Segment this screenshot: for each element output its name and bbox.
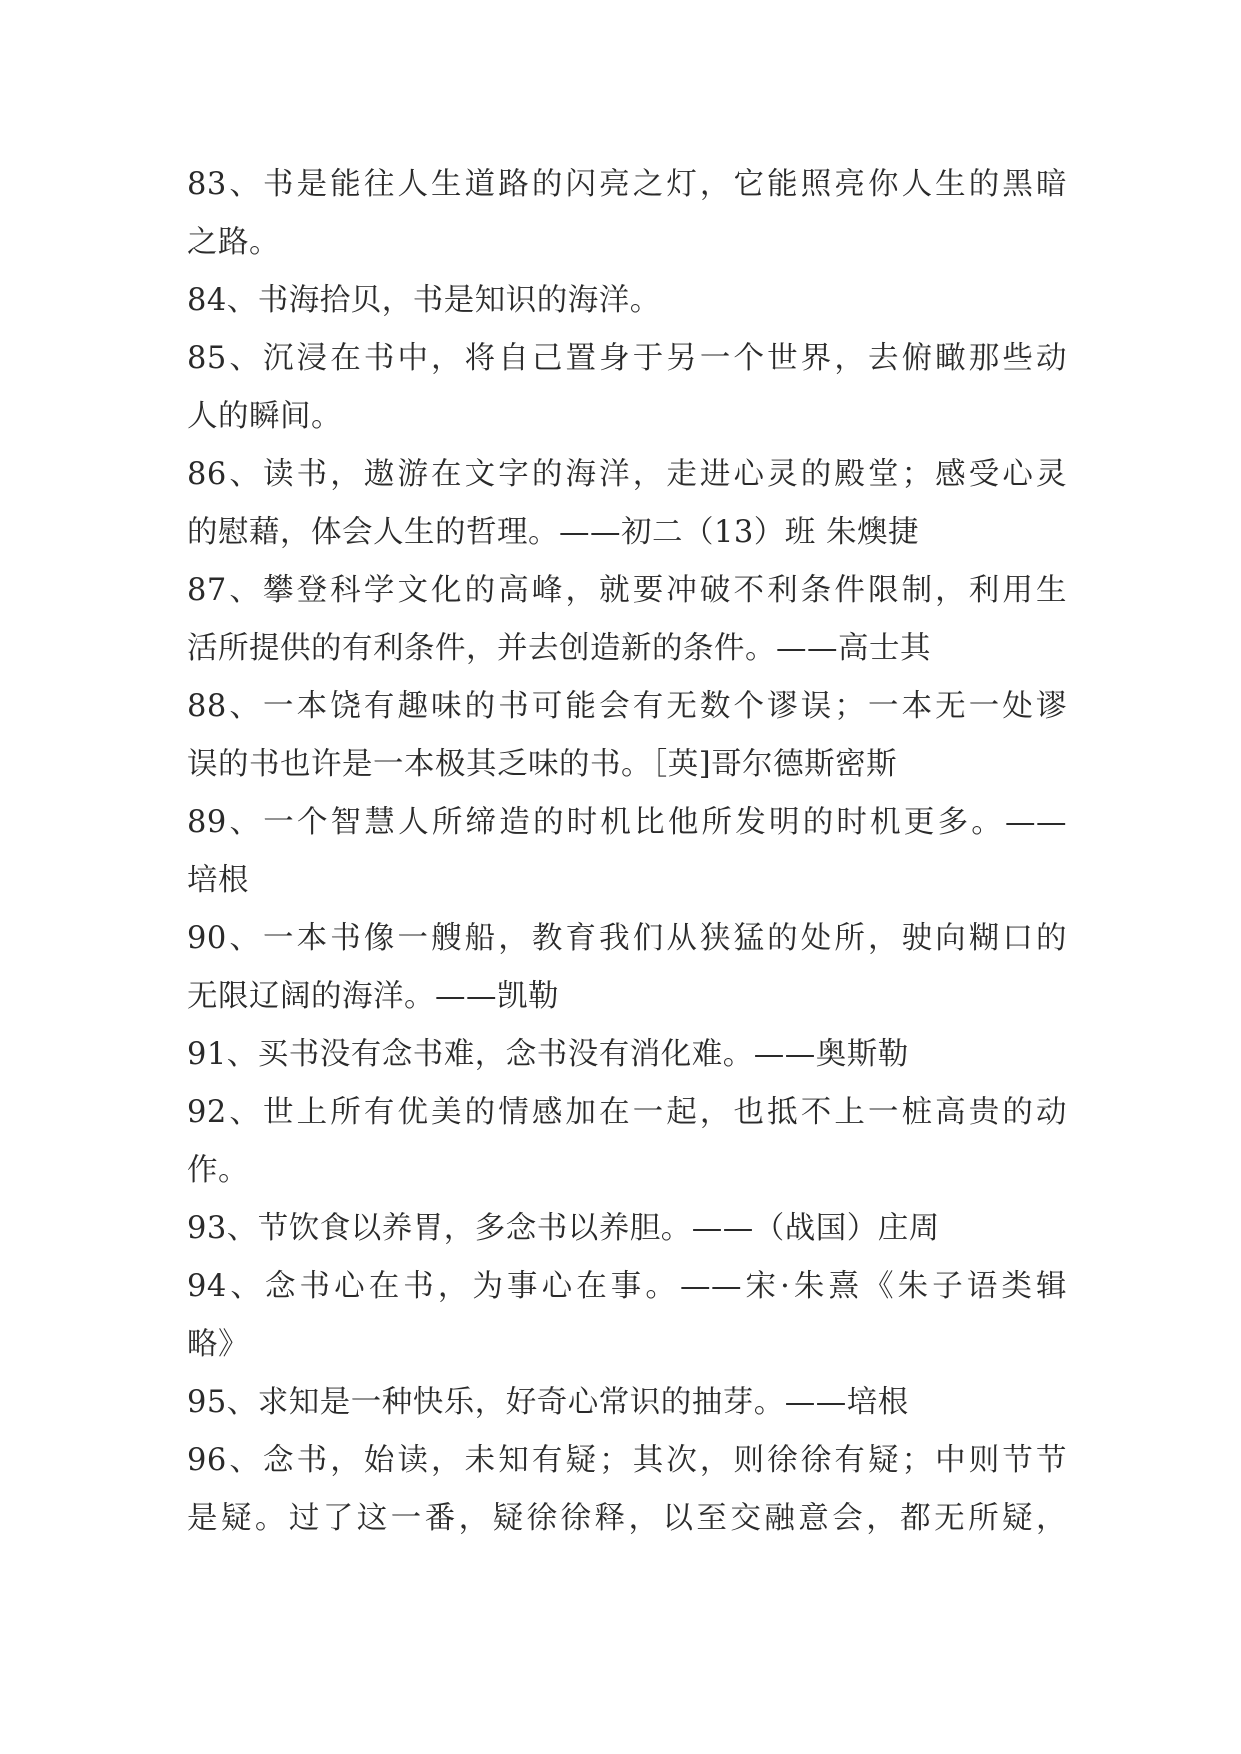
text-line-9: 活所提供的有利条件，并去创造新的条件。——高士其 [187,631,931,666]
text-line-5: 人的瞬间。 [187,399,342,434]
text-line-20: 94、念书心在书，为事心在事。——宋·朱熹《朱子语类辑 [187,1269,1067,1304]
text-line-21: 略》 [187,1327,249,1362]
quote-list [187,156,1067,1548]
text-line-4: 85、沉浸在书中，将自己置身于另一个世界，去俯瞰那些动 [187,341,1067,376]
text-line-19: 93、节饮食以养胃，多念书以养胆。——（战国）庄周 [187,1211,940,1246]
text-line-17: 92、世上所有优美的情感加在一起，也抵不上一桩高贵的动 [187,1095,1067,1130]
text-line-8: 87、攀登科学文化的高峰，就要冲破不利条件限制，利用生 [187,573,1067,608]
text-line-22: 95、求知是一种快乐，好奇心常识的抽芽。——培根 [187,1385,909,1420]
text-line-2: 之路。 [187,225,280,260]
text-line-3: 84、书海拾贝，书是知识的海洋。 [187,283,661,318]
text-line-24: 是疑。过了这一番，疑徐徐释，以至交融意会，都无所疑， [187,1501,1067,1536]
text-line-1: 83、书是能往人生道路的闪亮之灯，它能照亮你人生的黑暗 [187,167,1067,202]
text-line-18: 作。 [187,1153,249,1188]
text-line-7: 的慰藉，体会人生的哲理。——初二（13）班 朱燠捷 [187,515,920,550]
text-line-6: 86、读书，遨游在文字的海洋，走进心灵的殿堂；感受心灵 [187,457,1067,492]
text-line-13: 培根 [187,863,249,898]
text-line-14: 90、一本书像一艘船，教育我们从狭猛的处所，驶向糊口的 [187,921,1067,956]
text-line-23: 96、念书，始读，未知有疑；其次，则徐徐有疑；中则节节 [187,1443,1067,1478]
text-line-10: 88、一本饶有趣味的书可能会有无数个谬误；一本无一处谬 [187,689,1067,724]
text-line-12: 89、一个智慧人所缔造的时机比他所发明的时机更多。—— [187,805,1067,840]
text-line-16: 91、买书没有念书难，念书没有消化难。——奥斯勒 [187,1037,909,1072]
text-line-11: 误的书也许是一本极其乏味的书。［英]哥尔德斯密斯 [187,747,898,782]
text-line-15: 无限辽阔的海洋。——凯勒 [187,979,559,1014]
